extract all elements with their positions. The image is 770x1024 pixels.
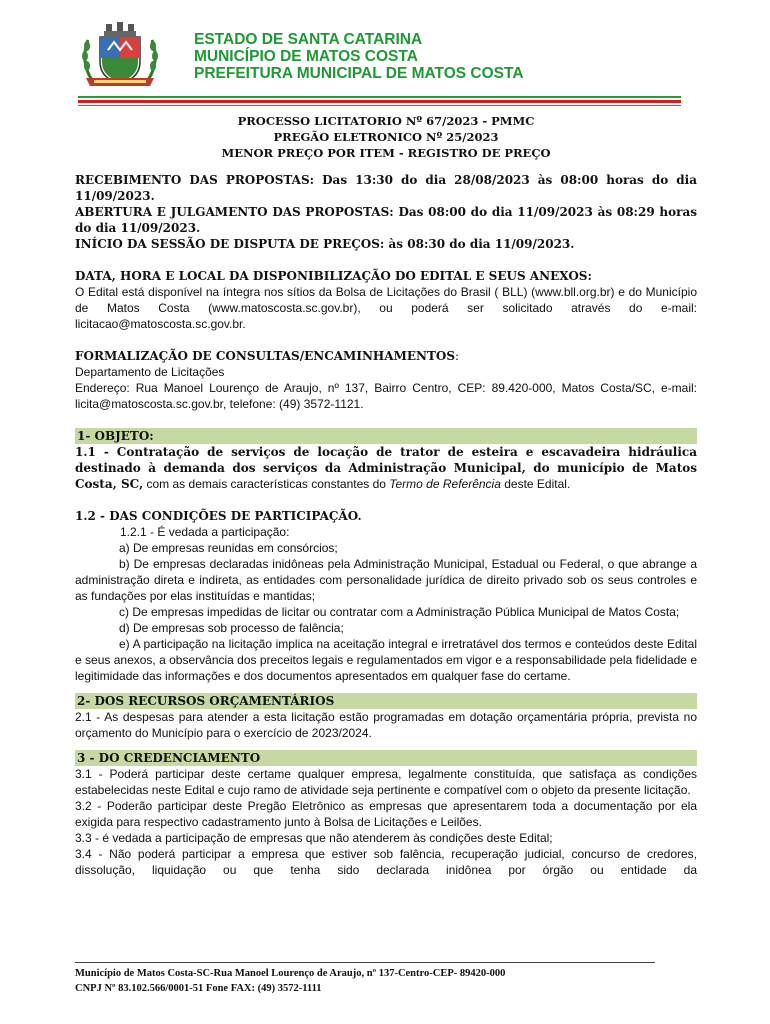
pregao-title: PREGÃO ELETRONICO Nº 25/2023 xyxy=(273,130,499,144)
state-name: ESTADO DE SANTA CATARINA xyxy=(194,31,423,48)
abert-paragraph xyxy=(75,204,697,236)
inicio-text: : às 08:30 do dia 11/09/2023. xyxy=(379,237,575,251)
participacao-b: b) De empresas declaradas inidôneas pela Administração Municipal, Estadual ou Federal, o que abrange a administração direta e indireta, as entidades com personalidade jurídica de direito privado sob os seus controles e as fundações por elas instituídas e mantidas; xyxy=(75,557,697,603)
letterhead-text xyxy=(194,31,524,82)
participacao-121: 1.2.1 - É vedada a participação: xyxy=(120,525,290,539)
municipality-name: MUNICÍPIO DE MATOS COSTA xyxy=(194,48,418,65)
participacao-heading: 1.2 - DAS CONDIÇÕES DE PARTICIPAÇÃO. xyxy=(75,509,362,523)
letterhead xyxy=(78,22,683,92)
document-body xyxy=(75,172,697,878)
credenciamento-31: 3.1 - Poderá participar deste certame qualquer empresa, legalmente constituída, que satisfaça as condições estabelecidas neste Edital e cujo ramo de atividade seja pertinente e compatível com o objeto da presente licitação. xyxy=(75,767,697,797)
receb-text: : Das 13:30 do dia 28/08/2023 às 08:00 horas do dia 11/09/2023. xyxy=(75,173,698,203)
prefecture-name: PREFEITURA MUNICIPAL DE MATOS COSTA xyxy=(194,65,524,82)
section-credenciamento-heading: 3 - DO CREDENCIAMENTO xyxy=(75,750,697,766)
credenciamento-32: 3.2 - Poderão participar deste Pregão Eletrônico as empresas que apresentarem toda a documentação por ela exigida para respectivo cadastramento junto à Bolsa de Licitações e Leilões. xyxy=(75,799,697,829)
abert-text: : Das 08:00 do dia 11/09/2023 às 08:29 horas do dia 11/09/2023. xyxy=(75,205,697,235)
consultas-colon: : xyxy=(455,349,460,363)
consultas-address: Endereço: Rua Manoel Lourenço de Araujo, nº 137, Bairro Centro, CEP: 89.420-000, Matos Costa/SC, e-mail: licita@matoscosta.sc.gov.br, telefone: (49) 3572-1121. xyxy=(75,381,697,411)
header-divider-red xyxy=(78,100,681,103)
header-divider-green-thin xyxy=(78,105,681,106)
section-objeto-heading: 1- OBJETO: xyxy=(75,428,697,444)
inicio-label: INÍCIO DA SESSÃO DE DISPUTA DE PREÇOS xyxy=(75,237,380,251)
participacao-a: a) De empresas reunidas em consórcios; xyxy=(119,541,338,555)
objeto-text-b: deste Edital. xyxy=(500,477,571,491)
header-divider-green xyxy=(78,96,681,98)
criteria-title: MENOR PREÇO POR ITEM - REGISTRO DE PREÇO xyxy=(221,146,551,160)
process-title: PROCESSO LICITATORIO Nº 67/2023 - PMMC xyxy=(237,114,535,128)
consultas-heading-line xyxy=(75,348,697,364)
participacao-d: d) De empresas sob processo de falência; xyxy=(119,621,344,635)
consultas-heading: FORMALIZAÇÃO DE CONSULTAS/ENCAMINHAMENTOS xyxy=(75,349,456,363)
abert-label: ABERTURA E JULGAMENTO DAS PROPOSTAS xyxy=(75,205,390,219)
objeto-italic: Termo de Referência xyxy=(389,477,501,491)
objeto-bold: 1.1 - Contratação de serviços de locação de trator de esteira e escavadeira hidráulica destinado à demanda dos serviços da Administração Municipal, do município de Matos Costa, SC, xyxy=(75,445,697,491)
participacao-c: c) De empresas impedidas de licitar ou contratar com a Administração Pública Municipal de Matos Costa; xyxy=(119,605,680,619)
recursos-text: 2.1 - As despesas para atender a esta licitação estão programadas em dotação orçamentária própria, prevista no orçamento do Município para o exercício de 2023/2024. xyxy=(75,710,697,740)
footer xyxy=(75,966,715,996)
edital-text: O Edital está disponível na íntegra nos sítios da Bolsa de Licitações do Brasil ( BLL) (www.bll.org.br) e do Município de Matos Costa (www.matoscosta.sc.gov.br), ou poderá ser solicitado através do e-mail: licitacao@matoscosta.sc.gov.br. xyxy=(75,285,697,331)
objeto-paragraph xyxy=(75,444,697,492)
footer-address: Município de Matos Costa-SC-Rua Manoel Lourenço de Araujo, nº 137-Centro-CEP- 89420-000 xyxy=(75,968,506,979)
receb-label: RECEBIMENTO DAS PROPOSTAS xyxy=(75,173,310,187)
municipal-coat-of-arms-icon xyxy=(78,22,162,88)
document-titles xyxy=(75,113,697,161)
credenciamento-34: 3.4 - Não poderá participar a empresa que estiver sob falência, recuperação judicial, concurso de credores, dissolução, liquidação ou que tenha sido declarada inidônea por órgão ou entidade da xyxy=(75,847,697,877)
section-recursos-heading: 2- DOS RECURSOS ORÇAMENTÁRIOS xyxy=(75,693,697,709)
consultas-dept: Departamento de Licitações xyxy=(75,365,225,379)
participacao-e: e) A participação na licitação implica na aceitação integral e irretratável dos termos e conteúdos deste Edital e seus anexos, a observância dos preceitos legais e regulamentados em vigor e a responsabilidade pela fidelidade e legitimidade das informações e dos documentos apresentados em qualquer fase do certame. xyxy=(75,637,697,683)
receb-paragraph xyxy=(75,172,697,204)
footer-divider xyxy=(75,962,655,963)
edital-heading: DATA, HORA E LOCAL DA DISPONIBILIZAÇÃO DO EDITAL E SEUS ANEXOS: xyxy=(75,269,592,283)
footer-cnpj: CNPJ Nº 83.102.566/0001-51 Fone FAX: (49) 3572-1111 xyxy=(75,983,322,994)
inicio-paragraph xyxy=(75,236,697,252)
credenciamento-33: 3.3 - é vedada a participação de empresas que não atenderem às condições deste Edital; xyxy=(75,831,553,845)
objeto-text-a: com as demais características constantes do xyxy=(143,477,390,491)
